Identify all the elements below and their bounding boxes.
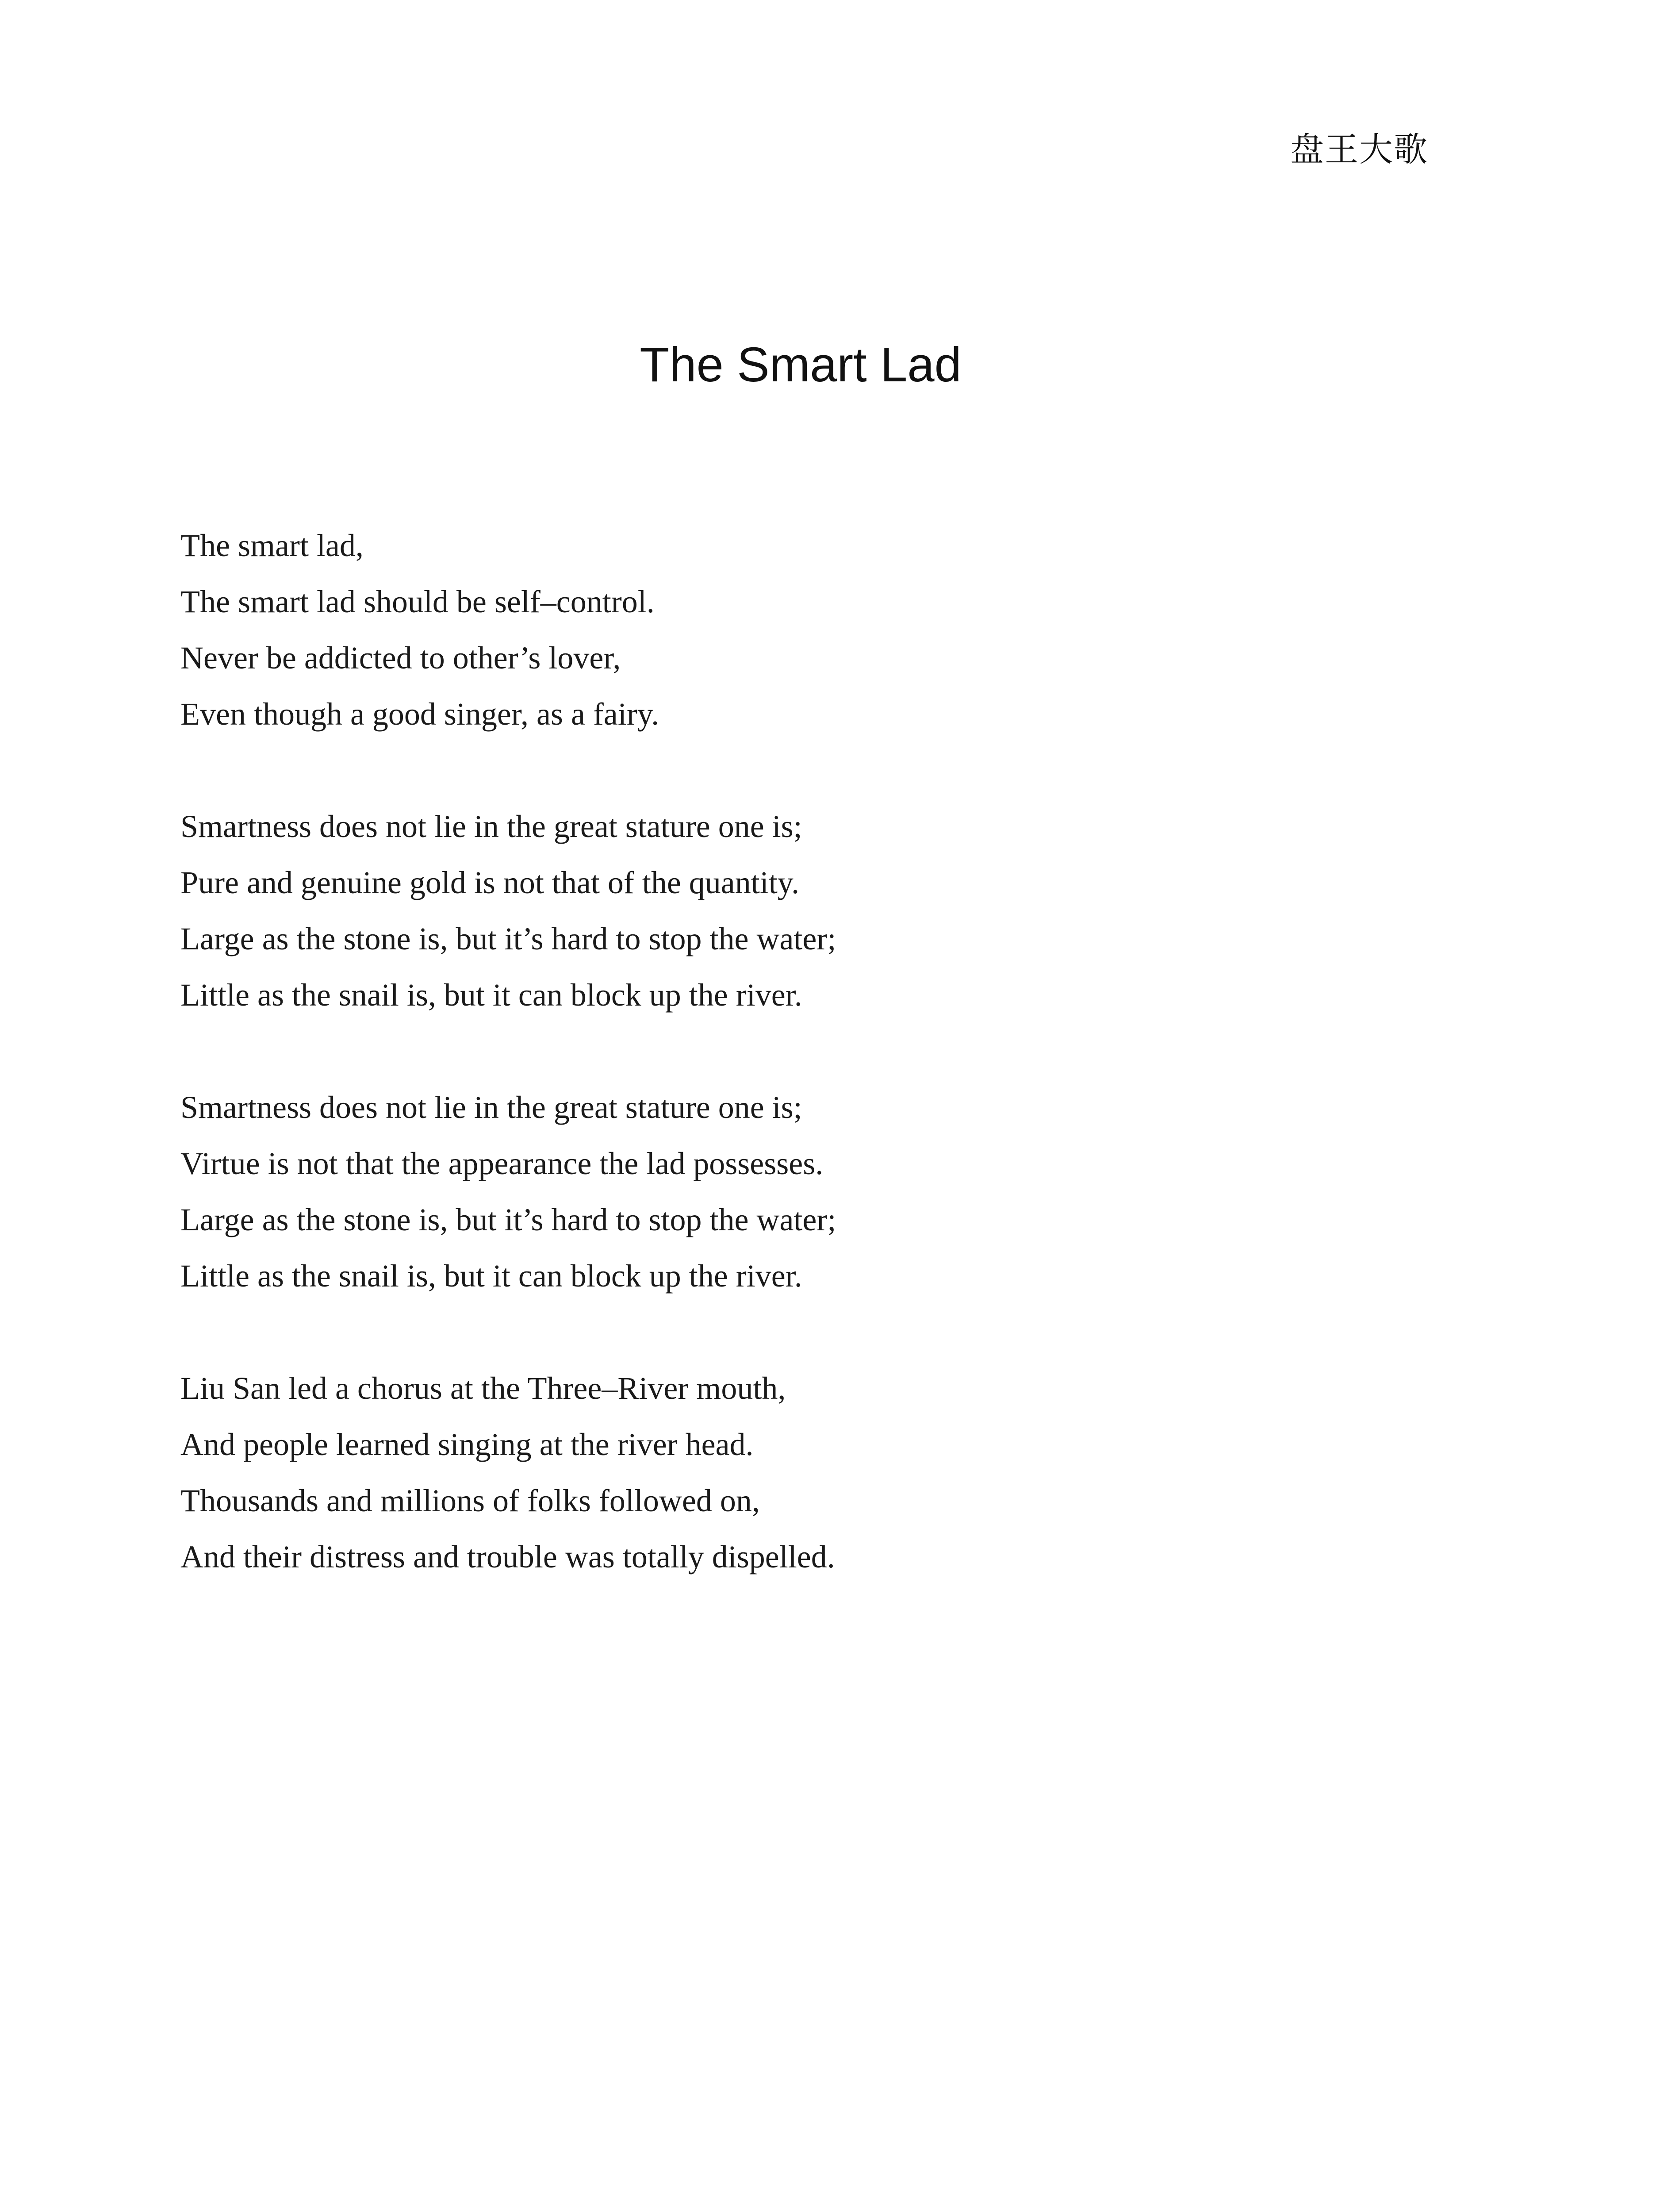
poem-line: Smartness does not lie in the great stature one is; [180, 1090, 802, 1125]
poem-title: The Smart Lad [640, 338, 962, 392]
stanza [180, 799, 836, 1023]
stanza [180, 1079, 836, 1304]
poem-line: The smart lad should be self–control. [180, 584, 655, 619]
poem-line: And people learned singing at the river head. [180, 1427, 754, 1462]
poem-line: Smartness does not lie in the great stature one is; [180, 809, 802, 844]
poem-line: Large as the stone is, but it’s hard to stop the water; [180, 1202, 836, 1237]
poem-line: Never be addicted to other’s lover, [180, 640, 621, 676]
poem-line: Little as the snail is, but it can block up the river. [180, 977, 802, 1013]
poem-line: And their distress and trouble was totally dispelled. [180, 1539, 835, 1575]
poem-line: Large as the stone is, but it’s hard to stop the water; [180, 921, 836, 956]
poem-line: Thousands and millions of folks followed on, [180, 1483, 760, 1518]
poem-line: Virtue is not that the appearance the lad possesses. [180, 1146, 824, 1181]
poem-line: Liu San led a chorus at the Three–River mouth, [180, 1371, 786, 1406]
poem-body [180, 518, 836, 1641]
poem-line: Little as the snail is, but it can block up the river. [180, 1258, 802, 1294]
poem-line: Pure and genuine gold is not that of the quantity. [180, 865, 800, 900]
running-head: 盘王大歌 [1290, 130, 1428, 169]
stanza [180, 1360, 836, 1585]
poem-line: The smart lad, [180, 528, 364, 563]
poem-line: Even though a good singer, as a fairy. [180, 696, 659, 732]
stanza [180, 518, 836, 742]
